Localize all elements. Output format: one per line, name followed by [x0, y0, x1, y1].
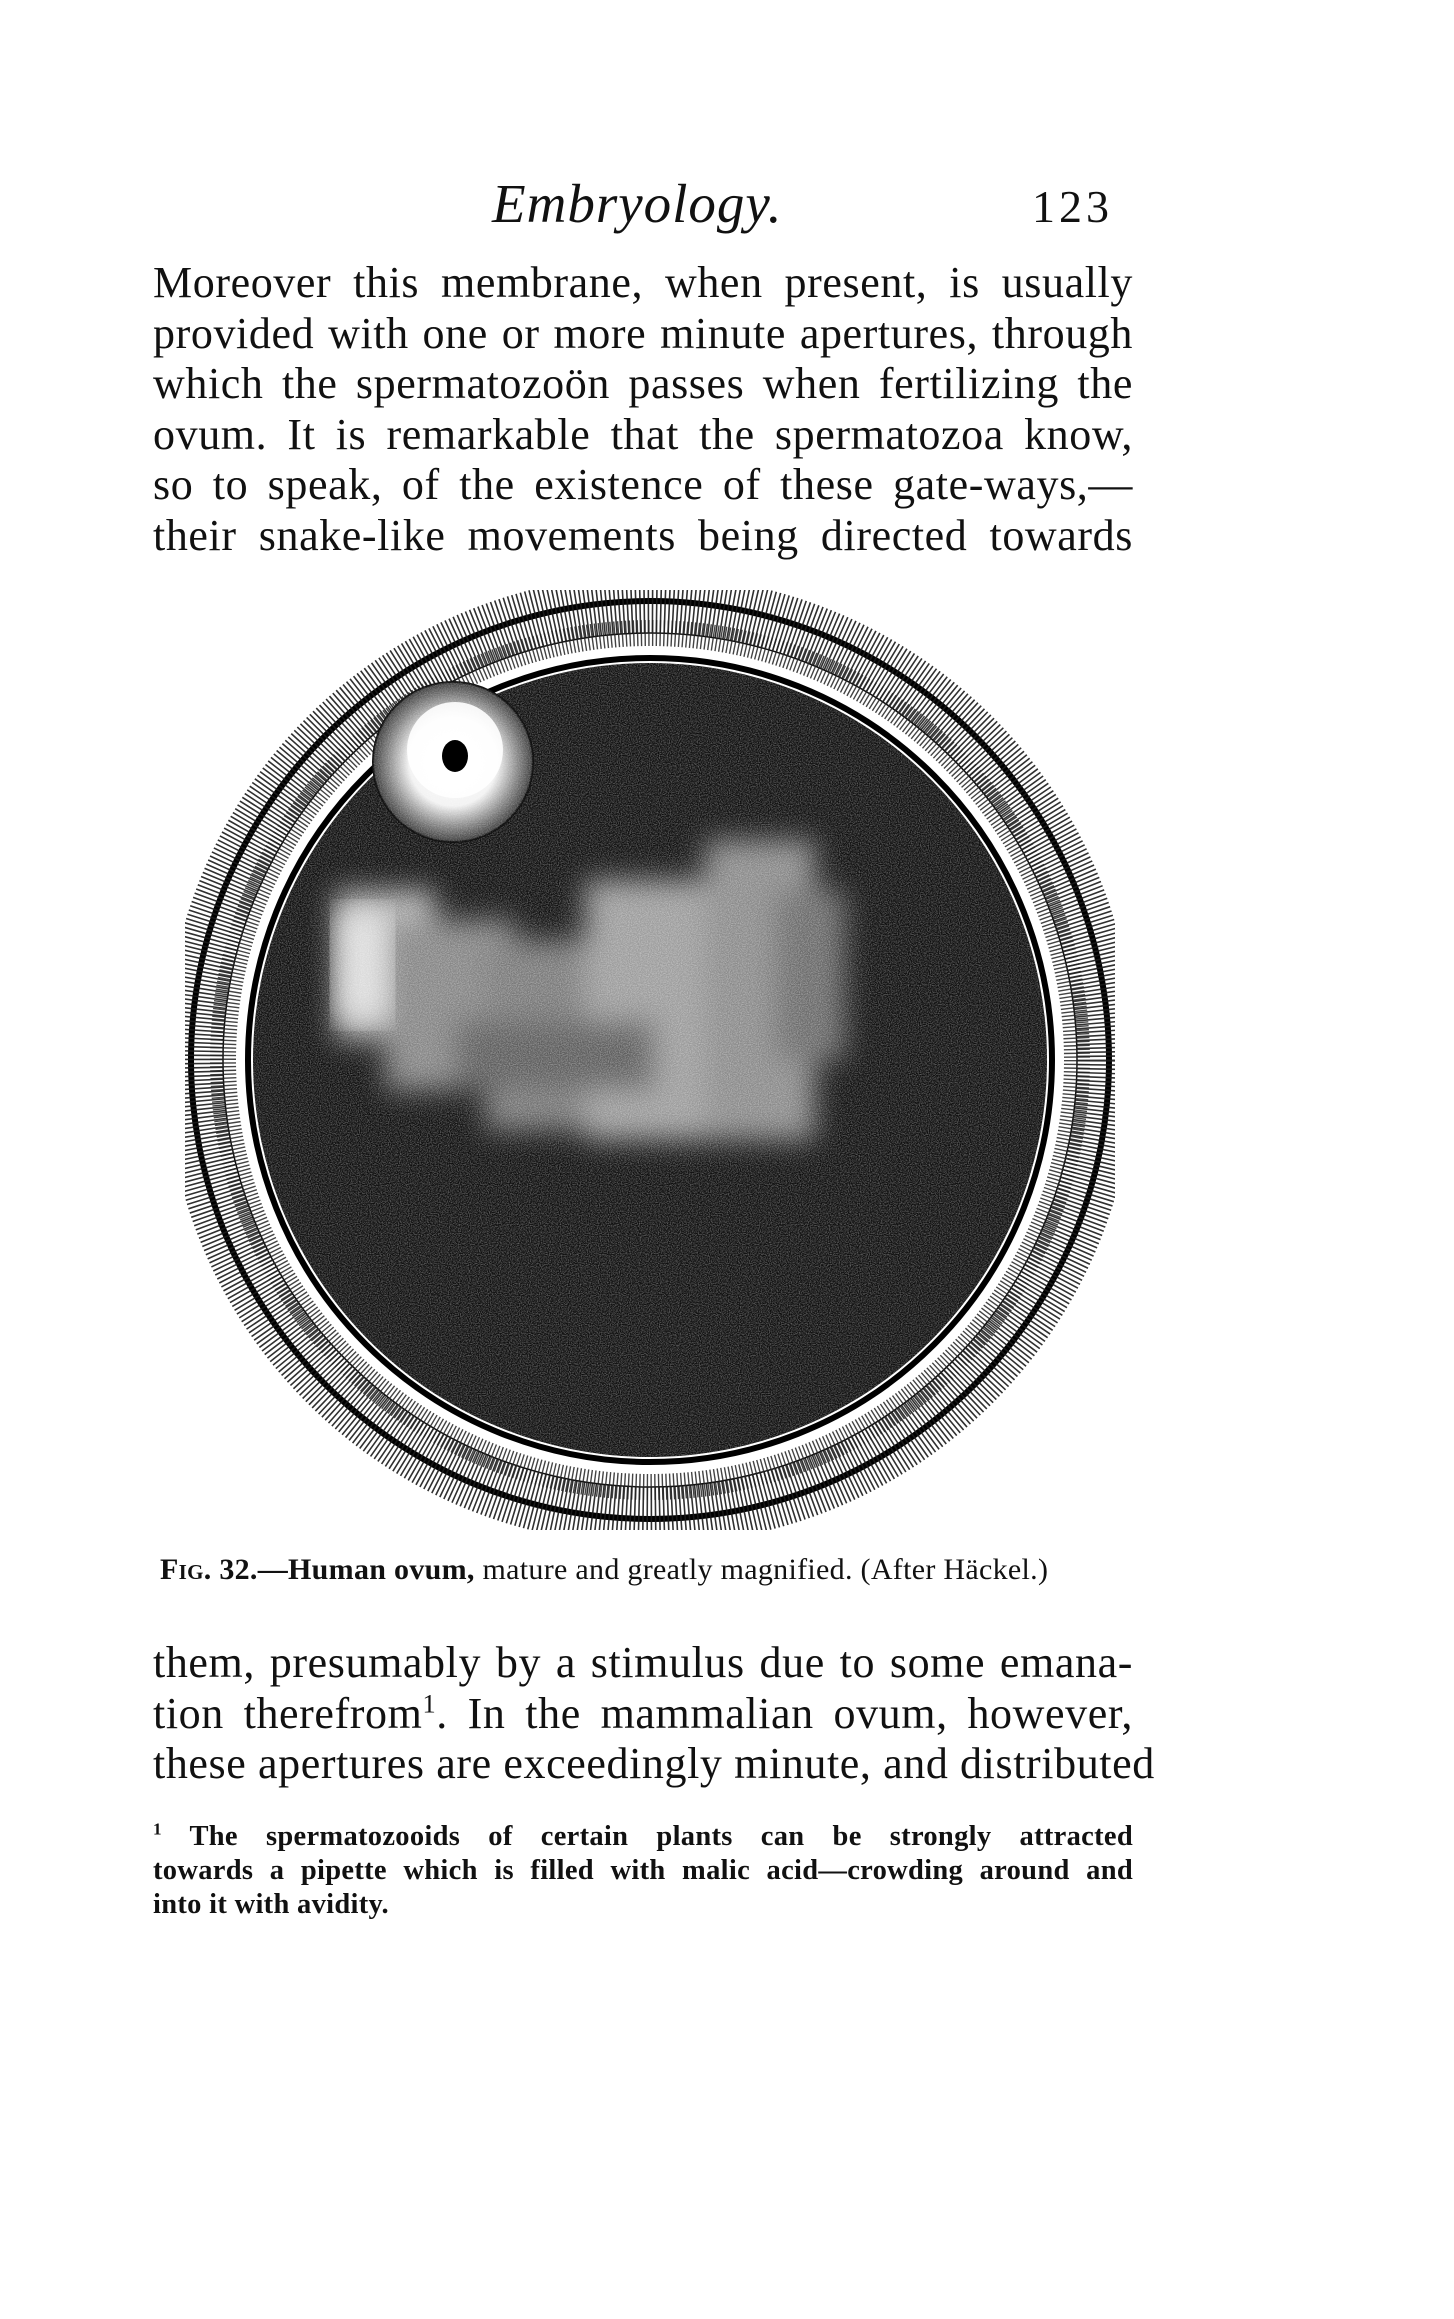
footnote-text: The spermatozooids of certain plants can be strongly attracted [161, 1821, 1133, 1852]
figure-title: —Human ovum, [257, 1553, 475, 1586]
running-title: Embryology. [492, 173, 783, 234]
germinal-spot [442, 740, 468, 772]
text-line: their snake-like movements being directed towards [153, 510, 1133, 560]
text-line: these apertures are exceedingly minute, and distributed [153, 1739, 1155, 1788]
text-line: provided with one or more minute apertures, through [153, 308, 1133, 358]
yolk [250, 660, 1050, 1460]
text-line: so to speak, of the existence of these gate-ways,— [153, 460, 1133, 509]
germinal-vesicle [373, 682, 533, 842]
figure-label: Fig. 32. [160, 1553, 258, 1586]
text-line: ovum. It is remarkable that the spermatozoa know, [153, 409, 1133, 459]
footnote-marker: 1 [153, 1819, 162, 1839]
text-line: Moreover this membrane, when present, is usually [153, 258, 1133, 307]
figure-description: mature and greatly magnified. (After Häckel.) [474, 1553, 1049, 1586]
figure-caption [160, 1553, 1140, 1587]
page-header [0, 172, 1454, 242]
paragraph-bottom [153, 1638, 1155, 1790]
page-number: 123 [1032, 181, 1113, 232]
footnote-line [153, 1820, 1133, 1854]
paragraph-top [153, 258, 1133, 561]
ovum-illustration [185, 590, 1115, 1530]
footnote [153, 1820, 1133, 1922]
text-fragment: . In the mammalian ovum, however, [436, 1688, 1133, 1738]
text-line: which the spermatozoön passes when fertilizing the [153, 359, 1133, 408]
footnote-reference: 1 [422, 1687, 437, 1718]
text-line [153, 1689, 1133, 1740]
text-fragment: tion therefrom [153, 1688, 423, 1738]
text-line: them, presumably by a stimulus due to some emana- [153, 1638, 1133, 1687]
footnote-line: towards a pipette which is filled with malic acid—crowding around and [153, 1855, 1133, 1886]
footnote-line: into it with avidity. [153, 1889, 389, 1920]
